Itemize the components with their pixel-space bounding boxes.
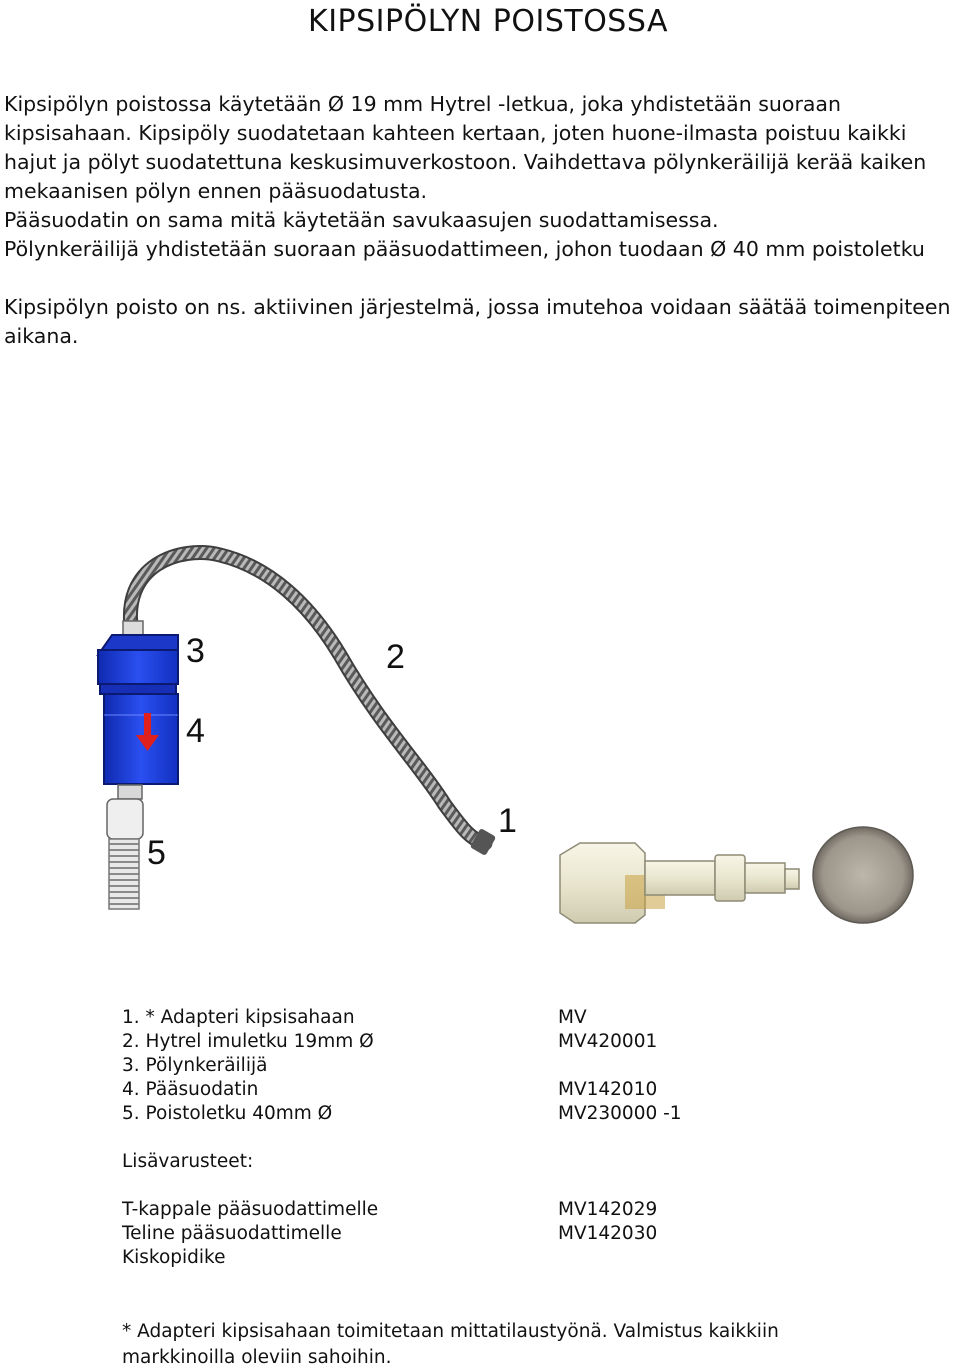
filter-disc-drawing xyxy=(813,827,913,923)
accessories-heading: Lisävarusteet: xyxy=(122,1151,254,1172)
part-name: 2. Hytrel imuletku 19mm Ø xyxy=(122,1031,374,1052)
dust-collector-drawing xyxy=(98,621,178,784)
label-1: 1 xyxy=(498,802,517,840)
part-row-1 xyxy=(122,1006,822,1030)
part-name: 1. * Adapteri kipsisahaan xyxy=(122,1007,355,1028)
label-4: 4 xyxy=(186,712,205,750)
part-row-4 xyxy=(122,1078,822,1102)
part-name: 5. Poistoletku 40mm Ø xyxy=(122,1103,333,1124)
accessory-row-1 xyxy=(122,1198,822,1222)
parts-list xyxy=(122,1006,822,1270)
accessory-name: Kiskopidike xyxy=(122,1247,226,1268)
accessory-code: MV142029 xyxy=(558,1199,658,1220)
footnote: * Adapteri kipsisahaan toimitetaan mittatilaustyönä. Valmistus kaikkiin markkinoilla oleviin sahoihin. xyxy=(122,1321,779,1368)
intro-paragraph-4: Kipsipölyn poisto on ns. aktiivinen järjestelmä, jossa imutehoa voidaan säätää toimenpiteen aikana. xyxy=(4,295,951,348)
label-2: 2 xyxy=(386,638,405,676)
page-title: KIPSIPÖLYN POISTOSSA xyxy=(308,4,668,39)
intro-paragraph-1: Kipsipölyn poistossa käytetään Ø 19 mm Hytrel -letkua, joka yhdistetään suoraan kipsisahaan. Kipsipöly suodatetaan kahteen kertaan, joten huone-ilmasta poistuu kaikki hajut ja pölyt suodatettuna keskusimuverkostoon. Vaihdettava pölynkeräilijä kerää kaiken mekaanisen pölyn ennen pääsuodatusta. xyxy=(4,92,927,203)
exhaust-hose-drawing xyxy=(107,785,143,909)
part-name: 4. Pääsuodatin xyxy=(122,1079,259,1100)
label-5: 5 xyxy=(147,834,166,872)
intro-paragraph-3: Pölynkeräilijä yhdistetään suoraan pääsuodattimeen, johon tuodaan Ø 40 mm poistoletku xyxy=(4,237,925,261)
part-code: MV420001 xyxy=(558,1031,658,1052)
product-figure xyxy=(60,525,960,975)
part-row-5 xyxy=(122,1102,822,1126)
accessory-name: T-kappale pääsuodattimelle xyxy=(122,1199,379,1220)
accessories-heading-row xyxy=(122,1150,822,1174)
intro-paragraph-2: Pääsuodatin on sama mitä käytetään savukaasujen suodattamisessa. xyxy=(4,208,719,232)
intro-text xyxy=(4,90,960,351)
part-code: MV142010 xyxy=(558,1079,658,1100)
suction-unit-drawing xyxy=(560,843,799,923)
part-name: 3. Pölynkeräilijä xyxy=(122,1055,268,1076)
label-3: 3 xyxy=(186,632,205,670)
part-code: MV xyxy=(558,1007,587,1028)
accessory-name: Teline pääsuodattimelle xyxy=(122,1223,342,1244)
part-code: MV230000 -1 xyxy=(558,1103,682,1124)
accessory-row-2 xyxy=(122,1222,822,1246)
part-row-3 xyxy=(122,1054,822,1078)
hose-drawing xyxy=(130,553,496,856)
part-row-2 xyxy=(122,1030,822,1054)
accessory-row-3 xyxy=(122,1246,822,1270)
accessory-code: MV142030 xyxy=(558,1223,658,1244)
